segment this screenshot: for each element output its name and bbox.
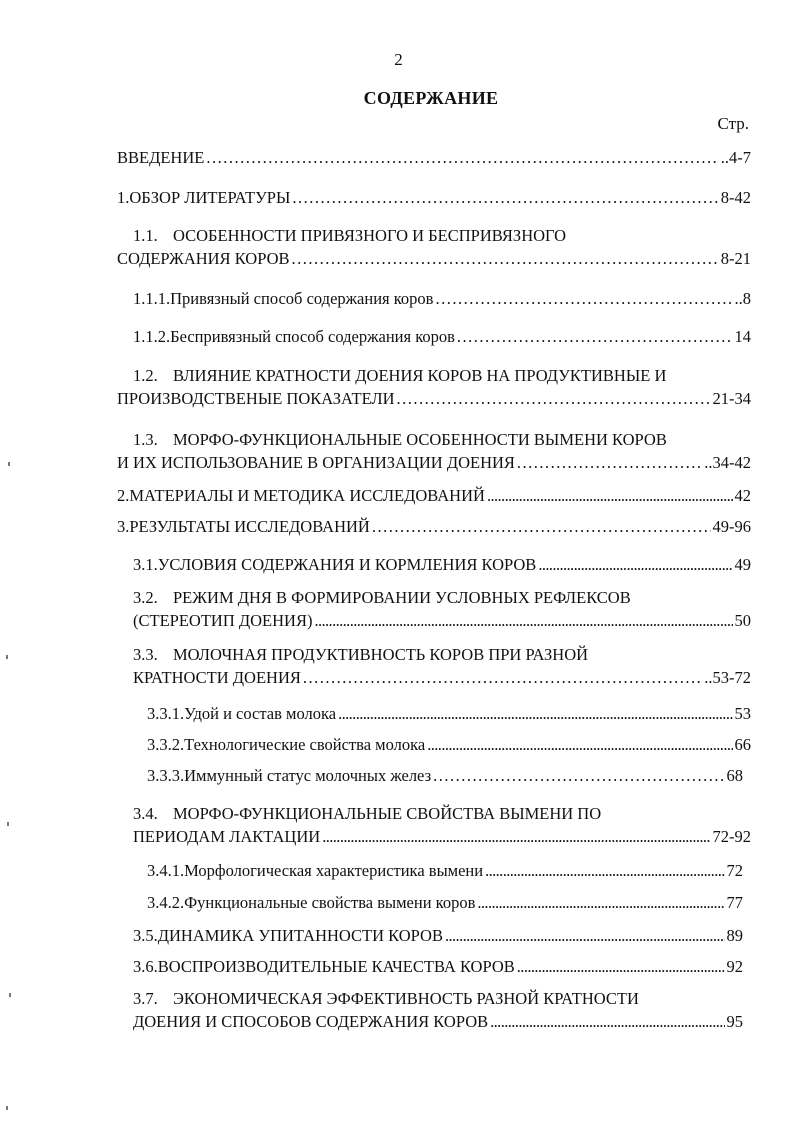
- dot-leader: [314, 609, 732, 632]
- dot-leader: [445, 924, 725, 947]
- dot-leader: [538, 553, 732, 576]
- toc-entry-title-line-1: ОСОБЕННОСТИ ПРИВЯЗНОГО И БЕСПРИВЯЗНОГО: [173, 226, 567, 245]
- toc-entry-number: 3.4.2.: [147, 893, 185, 912]
- toc-entry-1-3[interactable]: [117, 428, 751, 474]
- toc-entry-number: 3.1.: [133, 555, 158, 574]
- page-title: СОДЕРЖАНИЕ: [363, 88, 499, 108]
- dot-leader: [477, 891, 724, 914]
- toc-entry-3-7[interactable]: [133, 987, 743, 1033]
- dot-leader: [322, 825, 710, 848]
- toc-entry-2[interactable]: [117, 484, 751, 507]
- toc-entry-title: Технологические свойства молока: [184, 735, 426, 754]
- toc-entry-title-line-2: СОДЕРЖАНИЯ КОРОВ: [117, 249, 290, 268]
- toc-entry-title-line-2: (СТЕРЕОТИП ДОЕНИЯ): [133, 611, 313, 630]
- toc-entry-number: 2.: [117, 486, 130, 505]
- toc-entry-title-line-2: ПЕРИОДАМ ЛАКТАЦИИ: [133, 827, 321, 846]
- dot-leader: [490, 1010, 724, 1033]
- dot-leader: [397, 387, 711, 410]
- toc-entry-title: ВВЕДЕНИЕ: [117, 148, 205, 167]
- toc-entry-title: Функциональные свойства вымени коров: [184, 893, 476, 912]
- scan-speck: [6, 655, 8, 659]
- toc-entry-3[interactable]: [117, 515, 751, 538]
- toc-entry-3-2[interactable]: [133, 586, 751, 632]
- toc-entry-title: Привязный способ содержания коров: [170, 289, 434, 308]
- dot-leader: [303, 666, 702, 689]
- toc-entry-title-line-1: МОРФО-ФУНКЦИОНАЛЬНЫЕ ОСОБЕННОСТИ ВЫМЕНИ КОРОВ: [173, 430, 667, 449]
- toc-entry-1-1[interactable]: [117, 224, 751, 270]
- toc-entry-pages: 8-21: [720, 249, 751, 268]
- scan-speck: [9, 993, 11, 997]
- toc-entry-pages: 89: [726, 926, 743, 945]
- scan-speck: [6, 1106, 8, 1110]
- toc-entry-title-line-1: РЕЖИМ ДНЯ В ФОРМИРОВАНИИ УСЛОВНЫХ РЕФЛЕКСОВ: [173, 588, 631, 607]
- toc-entry-pages: ..4-7: [720, 148, 751, 167]
- toc-entry-3-3[interactable]: [133, 643, 751, 689]
- toc-entry-number: 1.3.: [133, 430, 158, 449]
- dot-leader: [338, 702, 732, 725]
- toc-entry-title-line-1: ВЛИЯНИЕ КРАТНОСТИ ДОЕНИЯ КОРОВ НА ПРОДУКТИВНЫЕ И: [173, 366, 667, 385]
- dot-leader: [433, 764, 724, 787]
- toc-entry-number: 1.1.1.: [133, 289, 171, 308]
- toc-entry-title: УСЛОВИЯ СОДЕРЖАНИЯ И КОРМЛЕНИЯ КОРОВ: [157, 555, 537, 574]
- dot-leader: [372, 515, 711, 538]
- dot-leader: [517, 451, 702, 474]
- toc-entry-number: 3.5.: [133, 926, 158, 945]
- toc-entry-title-line-2: ПРОИЗВОДСТВЕНЫЕ ПОКАЗАТЕЛИ: [117, 389, 395, 408]
- toc-entry-number: 3.3.3.: [147, 766, 185, 785]
- toc-entry-pages: 49: [734, 555, 751, 574]
- toc-entry-title: ВОСПРОИЗВОДИТЕЛЬНЫЕ КАЧЕСТВА КОРОВ: [157, 957, 515, 976]
- toc-entry-pages: 72: [726, 861, 743, 880]
- toc-entry-3-4[interactable]: [133, 802, 751, 848]
- toc-entry-3-5[interactable]: [133, 924, 743, 947]
- toc-entry-title: МАТЕРИАЛЫ И МЕТОДИКА ИССЛЕДОВАНИЙ: [129, 486, 485, 505]
- toc-entry-3-3-3[interactable]: [147, 764, 743, 787]
- toc-entry-title: Беспривязный способ содержания коров: [170, 327, 455, 346]
- toc-entry-pages: 8-42: [720, 188, 751, 207]
- toc-entry-number: 3.: [117, 517, 130, 536]
- dot-leader: [517, 955, 725, 978]
- page-number: 2: [394, 50, 403, 69]
- toc-entry-number: 3.4.: [133, 804, 158, 823]
- dot-leader: [292, 247, 719, 270]
- toc-entry-pages: 14: [734, 327, 751, 346]
- toc-entry-number: 3.3.2.: [147, 735, 185, 754]
- toc-entry-number: 1.1.2.: [133, 327, 171, 346]
- toc-entry-pages: ..8: [734, 289, 751, 308]
- toc-entry-pages: ..53-72: [704, 668, 751, 687]
- toc-entry-number: 1.2.: [133, 366, 158, 385]
- toc-entry-1-2[interactable]: [117, 364, 751, 410]
- toc-entry-pages: 66: [734, 735, 751, 754]
- toc-entry-title-line-1: МОРФО-ФУНКЦИОНАЛЬНЫЕ СВОЙСТВА ВЫМЕНИ ПО: [173, 804, 602, 823]
- pages-column-label: Стр.: [717, 114, 749, 133]
- toc-entry-3-1[interactable]: [133, 553, 751, 576]
- toc-entry-number: 3.3.: [133, 645, 158, 664]
- toc-entry-3-3-2[interactable]: [147, 733, 751, 756]
- toc-entry-title: РЕЗУЛЬТАТЫ ИССЛЕДОВАНИЙ: [129, 517, 370, 536]
- toc-entry-number: 3.4.1.: [147, 861, 185, 880]
- toc-entry-pages: 53: [734, 704, 751, 723]
- toc-entry-pages: ..34-42: [704, 453, 751, 472]
- scan-speck: [7, 822, 9, 826]
- toc-entry-number: 1.: [117, 188, 130, 207]
- toc-entry-title: Иммунный статус молочных желез: [184, 766, 432, 785]
- toc-entry-pages: 72-92: [712, 827, 751, 846]
- toc-entry-title-line-2: ДОЕНИЯ И СПОСОБОВ СОДЕРЖАНИЯ КОРОВ: [133, 1012, 489, 1031]
- toc-entry-pages: 50: [734, 611, 751, 630]
- toc-entry-pages: 21-34: [712, 389, 751, 408]
- toc-entry-1[interactable]: [117, 186, 751, 209]
- toc-entry-1-1-2[interactable]: [133, 325, 751, 348]
- dot-leader: [427, 733, 732, 756]
- toc-entry-pages: 49-96: [712, 517, 751, 536]
- toc-entry-pages: 77: [726, 893, 743, 912]
- toc-entry-title-line-2: КРАТНОСТИ ДОЕНИЯ: [133, 668, 301, 687]
- scan-speck: [8, 462, 10, 466]
- toc-entry-introduction[interactable]: [117, 146, 751, 169]
- toc-entry-pages: 92: [726, 957, 743, 976]
- dot-leader: [435, 287, 732, 310]
- toc-entry-title-line-2: И ИХ ИСПОЛЬЗОВАНИЕ В ОРГАНИЗАЦИИ ДОЕНИЯ: [117, 453, 515, 472]
- toc-entry-title: ОБЗОР ЛИТЕРАТУРЫ: [129, 188, 291, 207]
- toc-entry-title: Морфологическая характеристика вымени: [184, 861, 484, 880]
- toc-entry-3-4-1[interactable]: [147, 859, 743, 882]
- toc-entry-title: Удой и состав молока: [184, 704, 337, 723]
- dot-leader: [457, 325, 733, 348]
- toc-entry-3-6[interactable]: [133, 955, 743, 978]
- toc-entry-3-4-2[interactable]: [147, 891, 743, 914]
- toc-entry-3-3-1[interactable]: [147, 702, 751, 725]
- toc-entry-number: 3.7.: [133, 989, 158, 1008]
- toc-entry-title-line-1: ЭКОНОМИЧЕСКАЯ ЭФФЕКТИВНОСТЬ РАЗНОЙ КРАТНОСТИ: [173, 989, 639, 1008]
- dot-leader: [292, 186, 718, 209]
- toc-entry-pages: 68: [726, 766, 743, 785]
- toc-entry-pages: 95: [726, 1012, 743, 1031]
- dot-leader: [485, 859, 724, 882]
- toc-entry-number: 3.2.: [133, 588, 158, 607]
- toc-entry-title: ДИНАМИКА УПИТАННОСТИ КОРОВ: [157, 926, 443, 945]
- dot-leader: [487, 484, 733, 507]
- toc-entry-1-1-1[interactable]: [133, 287, 751, 310]
- toc-entry-number: 3.6.: [133, 957, 158, 976]
- toc-entry-number: 3.3.1.: [147, 704, 185, 723]
- dot-leader: [206, 146, 718, 169]
- toc-entry-pages: 42: [734, 486, 751, 505]
- toc-entry-title-line-1: МОЛОЧНАЯ ПРОДУКТИВНОСТЬ КОРОВ ПРИ РАЗНОЙ: [173, 645, 589, 664]
- toc-entry-number: 1.1.: [133, 226, 158, 245]
